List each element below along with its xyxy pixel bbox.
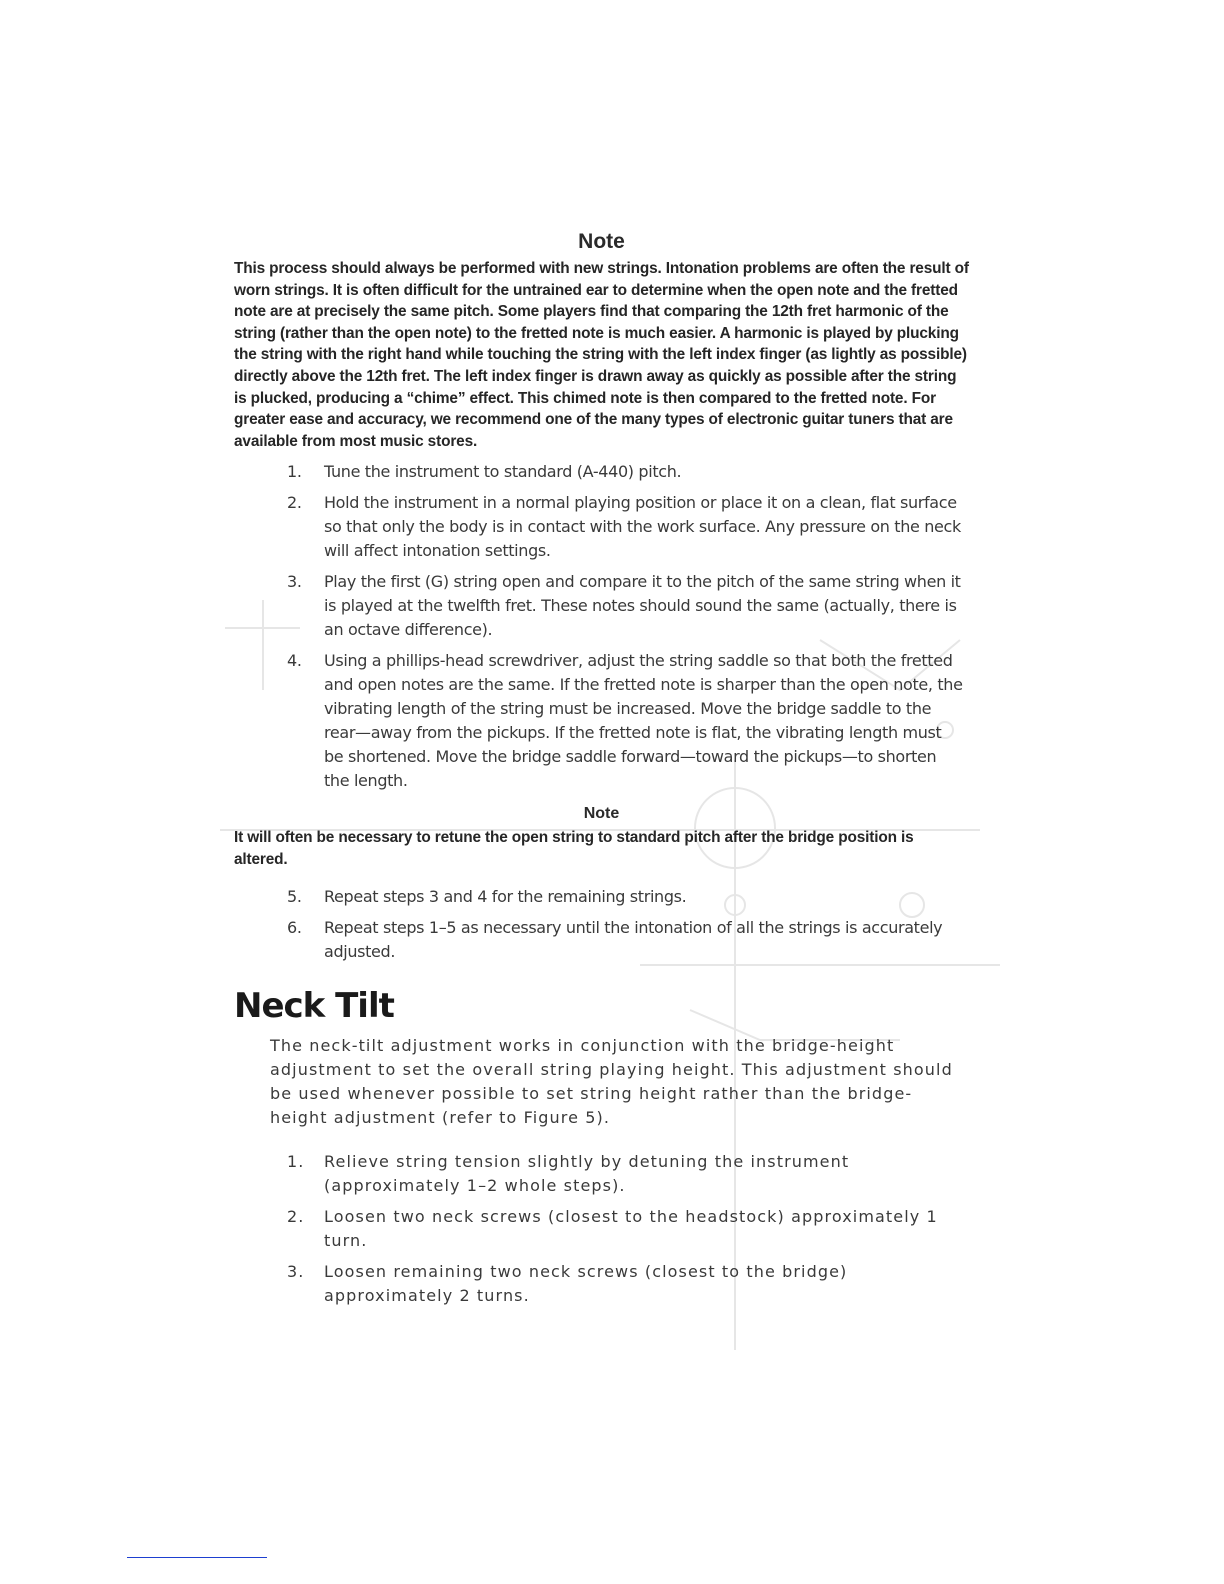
note2-title: Note [583,805,620,823]
step-number: 6. [287,917,302,937]
step-text: Repeat steps 1–5 as necessary until the intonation of all the strings is accurately adjusted. [324,917,943,961]
manual-page [234,230,969,1315]
step-text: Repeat steps 3 and 4 for the remaining strings. [324,886,687,906]
list-item [234,916,969,964]
step-text: Loosen remaining two neck screws (closest to the bridge) approximately 2 turns. [324,1261,848,1305]
step-number: 1. [287,462,302,482]
section-intro: The neck-tilt adjustment works in conjunction with the bridge-height adjustment to set the overall string playing height. This adjustment should be used whenever possible to set string height rather than the bridge-height adjustment (refer to Figure 5). [270,1035,953,1127]
note-title: Note [578,230,625,253]
step-text: Relieve string tension slightly by detuning the instrument (approximately 1–2 whole steps). [324,1151,850,1195]
step-number: 3. [287,1261,305,1281]
list-item [234,885,969,909]
step-number: 4. [287,651,302,671]
intonation-steps-list [234,460,969,793]
step-number: 3. [287,572,302,592]
step-text: Using a phillips-head screwdriver, adjust the string saddle so that both the fretted and open notes are the same. If the fretted note is sharper than the open note, the vibrating length of the string must be increased. Move the bridge saddle to the rear—away from the pickups. If the fretted note is flat, the vibrating length must be shortened. Move the bridge saddle forward—toward the pickups—to shorten the length. [324,651,963,791]
neck-tilt-steps-list [234,1150,969,1308]
footnote-rule [127,1557,267,1558]
list-item [234,460,969,484]
list-item [234,649,969,793]
note-body: This process should always be performed with new strings. Intonation problems are often the result of worn strings. It is often difficult for the untrained ear to determine when the open note and the fretted note are at precisely the same pitch. Some players find that comparing the 12th fret harmonic of the string (rather than the open note) to the fretted note is much easier. A harmonic is played by plucking the string with the right hand while touching the string with the left index finger (as lightly as possible) directly above the 12th fret. The left index finger is drawn away as quickly as possible after the string is plucked, producing a “chime” effect. This chimed note is then compared to the fretted note. For greater ease and accuracy, we recommend one of the many types of electronic guitar tuners that are available from most music stores. [234,260,969,450]
list-item [234,1260,969,1308]
list-item [234,570,969,642]
list-item [234,491,969,563]
step-number: 5. [287,886,302,906]
step-number: 2. [287,1206,305,1226]
step-text: Hold the instrument in a normal playing position or place it on a clean, flat surface so that only the body is in contact with the work surface. Any pressure on the neck will affect intonation settings. [324,493,961,561]
intonation-steps-list-continued [234,885,969,964]
list-item [234,1150,969,1198]
list-item [234,1205,969,1253]
section-title-neck-tilt: Neck Tilt [234,985,394,1026]
step-text: Loosen two neck screws (closest to the headstock) approximately 1 turn. [324,1206,938,1250]
step-number: 2. [287,493,302,513]
step-number: 1. [287,1151,305,1171]
step-text: Tune the instrument to standard (A-440) pitch. [324,462,682,482]
note2-body: It will often be necessary to retune the open string to standard pitch after the bridge position is altered. [234,829,914,868]
step-text: Play the first (G) string open and compare it to the pitch of the same string when it is played at the twelfth fret. These notes should sound the same (actually, there is an octave difference). [324,572,961,640]
